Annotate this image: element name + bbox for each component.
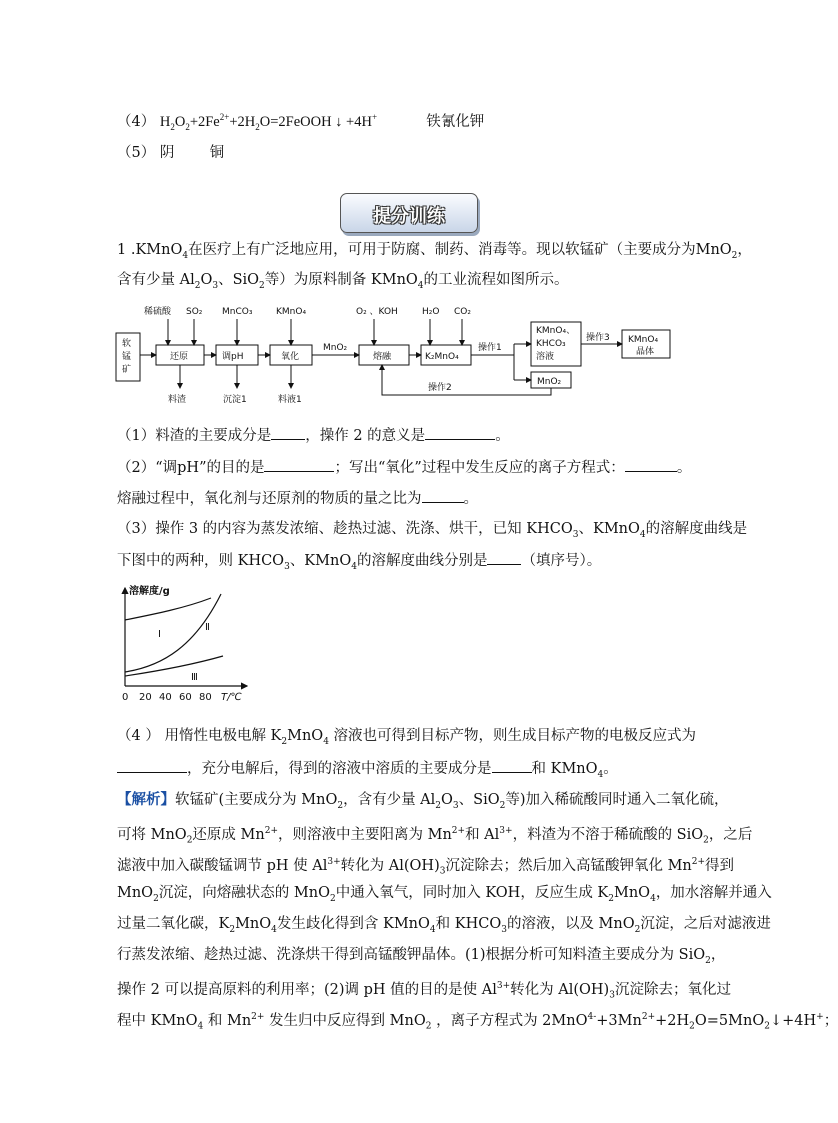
curve-label-ii: Ⅱ (205, 622, 210, 633)
question-part-4: （4 ） 用惰性电极电解 $K_2MnO_4$ 溶液也可得到目标产物，则生成目标产物的电极反应式为 (117, 728, 697, 747)
graph-ylabel: 溶解度/g (129, 586, 170, 597)
step-oxidize: 氧化 (281, 352, 300, 362)
part-3-text-c: 、KMnO (289, 553, 352, 569)
part-2-text-e: 。 (463, 491, 478, 507)
analysis-tag: 【解析】 (117, 791, 175, 808)
answer-blank[interactable] (487, 550, 521, 565)
op3-label: 操作3 (586, 333, 610, 343)
input-mnco3: MnCO₃ (222, 307, 253, 317)
answer-blank[interactable] (425, 425, 495, 440)
ore-label-1: 软 (122, 339, 132, 349)
analysis-line-7: 操作 2 可以提高原料的利用率；(2)调 pH 值的目的是使 $Al^{3+}$转化为 $Al(OH)_3$沉淀除去；氧化过 (117, 981, 731, 1001)
tick-0: 0 (122, 692, 129, 703)
answer-blank[interactable] (492, 758, 532, 773)
answer-blank[interactable] (625, 457, 677, 472)
question-part-4-cont (117, 758, 618, 785)
part-2-text-d: 熔融过程中，氧化剂与还原剂的物质的量之比为 (117, 491, 422, 507)
input-so2: SO₂ (186, 307, 203, 317)
input-o2-koh: O₂ 、KOH (356, 307, 398, 317)
part-4-text-b: ，充分电解后，得到的溶液中溶质的主要成分是 (187, 761, 492, 777)
answer-4-number: （4） (117, 113, 156, 130)
question-part-3-cont (117, 550, 601, 577)
analysis-line-1 (117, 790, 729, 816)
tick-20: 20 (139, 692, 152, 703)
part-2-text-b: ；写出“氧化”过程中发生反应的离子方程式： (334, 460, 625, 476)
curve-iii (125, 656, 223, 676)
graph-xlabel: T/℃ (221, 692, 242, 703)
section-banner (340, 193, 478, 233)
mno2-arrow-label: MnO₂ (323, 343, 348, 353)
tick-40: 40 (159, 692, 172, 703)
analysis-line-6: 行蒸发浓缩、趁热过滤、洗涤烘干得到高锰酸钾晶体。(1)根据分析可知料渣主要成分为 SiO$_2$， (117, 947, 726, 966)
mno2-box-label: MnO₂ (537, 377, 562, 387)
analysis-line-5: 过量二氧化碳，$K_2MnO_4$发生歧化得到含 KMnO$_4$和 $KHCO_3$的溶液，以及 MnO$_2$沉淀，之后对滤液进 (117, 916, 771, 935)
part-3-text-b: 下图中的两种，则 KHCO (117, 553, 285, 569)
answer-4-reagent: 铁氰化钾 (426, 113, 485, 130)
solution-line-1: KMnO₄、 (536, 326, 576, 336)
answer-4 (117, 107, 484, 137)
answer-5-metal: 铜 (209, 145, 225, 161)
question-part-2-cont (117, 488, 478, 509)
output-liquor: 料液1 (278, 395, 302, 405)
part-3-text-e: （填序号）。 (521, 553, 602, 569)
solution-line-3: 溶液 (536, 352, 555, 362)
output-precipitate: 沉淀1 (223, 395, 247, 405)
ore-label-2: 锰 (122, 352, 132, 362)
product-line-2: 晶体 (636, 347, 655, 357)
analysis-line-1-text: 软锰矿(主要成分为 MnO$_2$，含有少量 $Al_2O_3$、SiO$_2$等)加入稀硫酸同时通入二氧化硫， (175, 792, 729, 811)
process-flow-diagram (110, 300, 680, 410)
part-3-sub-c: 4 (351, 561, 357, 572)
op1-label: 操作1 (478, 343, 502, 353)
answer-blank[interactable] (264, 457, 334, 472)
part-3-sub-b: 3 (284, 561, 290, 572)
curve-label-iii: Ⅲ (191, 672, 198, 683)
part-3-text-d: 的溶解度曲线分别是 (356, 553, 488, 569)
part-4-sub-c: 4 (597, 769, 604, 780)
op2-label: 操作2 (428, 383, 452, 393)
analysis-line-4: MnO$_2$沉淀，向熔融状态的 MnO$_2$中通入氧气，同时加入 KOH，反应生成 $K_2MnO_4$，加水溶解并通入 (117, 885, 772, 904)
part-4-text-c: 和 KMnO (531, 761, 598, 777)
input-co2: CO₂ (454, 307, 471, 317)
question-part-3: （3）操作 3 的内容为蒸发浓缩、趁热过滤、洗涤、烘干，已知 $KHCO_3$、KMnO$_4$的溶解度曲线是 (117, 521, 748, 540)
part-1-text-c: 。 (495, 428, 510, 444)
step-ph: 调pH (222, 352, 244, 362)
part-1-text-b: ，操作 2 的意义是 (305, 428, 426, 444)
part-4-text-d: 。 (603, 761, 618, 777)
answer-blank[interactable] (117, 758, 187, 773)
step-reduce: 还原 (170, 352, 189, 362)
answer-blank[interactable] (422, 488, 464, 503)
part-2-text-c: 。 (676, 460, 692, 476)
solubility-graph (115, 582, 255, 708)
analysis-line-8: 程中 KMnO$_4$ 和 $Mn^{2+}$ 发生归中反应得到 MnO$_2$ ，离子方程式为 $2MnO^{4-}+3Mn^{2+}+2H_2O=5MnO_2↓+4H^+$； (117, 1012, 838, 1032)
question-part-1 (117, 425, 510, 446)
answer-5 (117, 143, 224, 163)
input-acid: 稀硫酸 (144, 307, 172, 317)
tick-60: 60 (179, 692, 192, 703)
section-banner-title: 提分训练 (373, 206, 445, 227)
question-part-2 (117, 457, 691, 478)
input-kmno4: KMnO₄ (276, 307, 307, 317)
product-line-1: KMnO₄ (628, 335, 659, 345)
answer-4-equation: $H_2O_2+2Fe^{2+}+2H_2O=2FeOOH$ ↓ +4H+ (159, 112, 378, 132)
output-residue: 料渣 (168, 395, 187, 405)
solution-line-2: KHCO₃ (536, 339, 566, 349)
ore-label-3: 矿 (122, 365, 132, 375)
curve-label-i: Ⅰ (158, 629, 161, 640)
part-1-text-a: （1）料渣的主要成分是 (117, 428, 272, 444)
answer-5-number: （5） (117, 145, 156, 161)
k2mno4-label: K₂MnO₄ (425, 352, 459, 362)
answer-5-electrode: 阴 (159, 145, 175, 161)
analysis-line-3: 滤液中加入碳酸锰调节 pH 使 $Al^{3+}$转化为 $Al(OH)_3$沉淀除去；然后加入高锰酸钾氧化 $Mn^{2+}$得到 (117, 857, 735, 877)
curve-i (125, 598, 211, 620)
step-melt: 熔融 (373, 352, 392, 362)
tick-80: 80 (199, 692, 212, 703)
answer-blank[interactable] (271, 425, 305, 440)
question-intro-line-1: 1 .KMnO$_4$在医疗上有广泛地应用，可用于防腐、制药、消毒等。现以软锰矿（主要成分为MnO$_2$， (117, 242, 752, 261)
analysis-line-2: 可将 MnO$_2$还原成 $Mn^{2+}$，则溶液中主要阳离为 $Mn^{2+}$和 $Al^{3+}$，料渣为不溶于稀硫酸的 SiO$_2$，之后 (117, 826, 753, 846)
input-h2o: H₂O (422, 307, 440, 317)
part-2-text-a: （2）“调pH”的目的是 (117, 460, 265, 476)
question-intro-line-2: 含有少量 $Al_2O_3$、SiO$_2$等）为原料制备 KMnO$_4$的工业流程如图所示。 (117, 272, 569, 291)
